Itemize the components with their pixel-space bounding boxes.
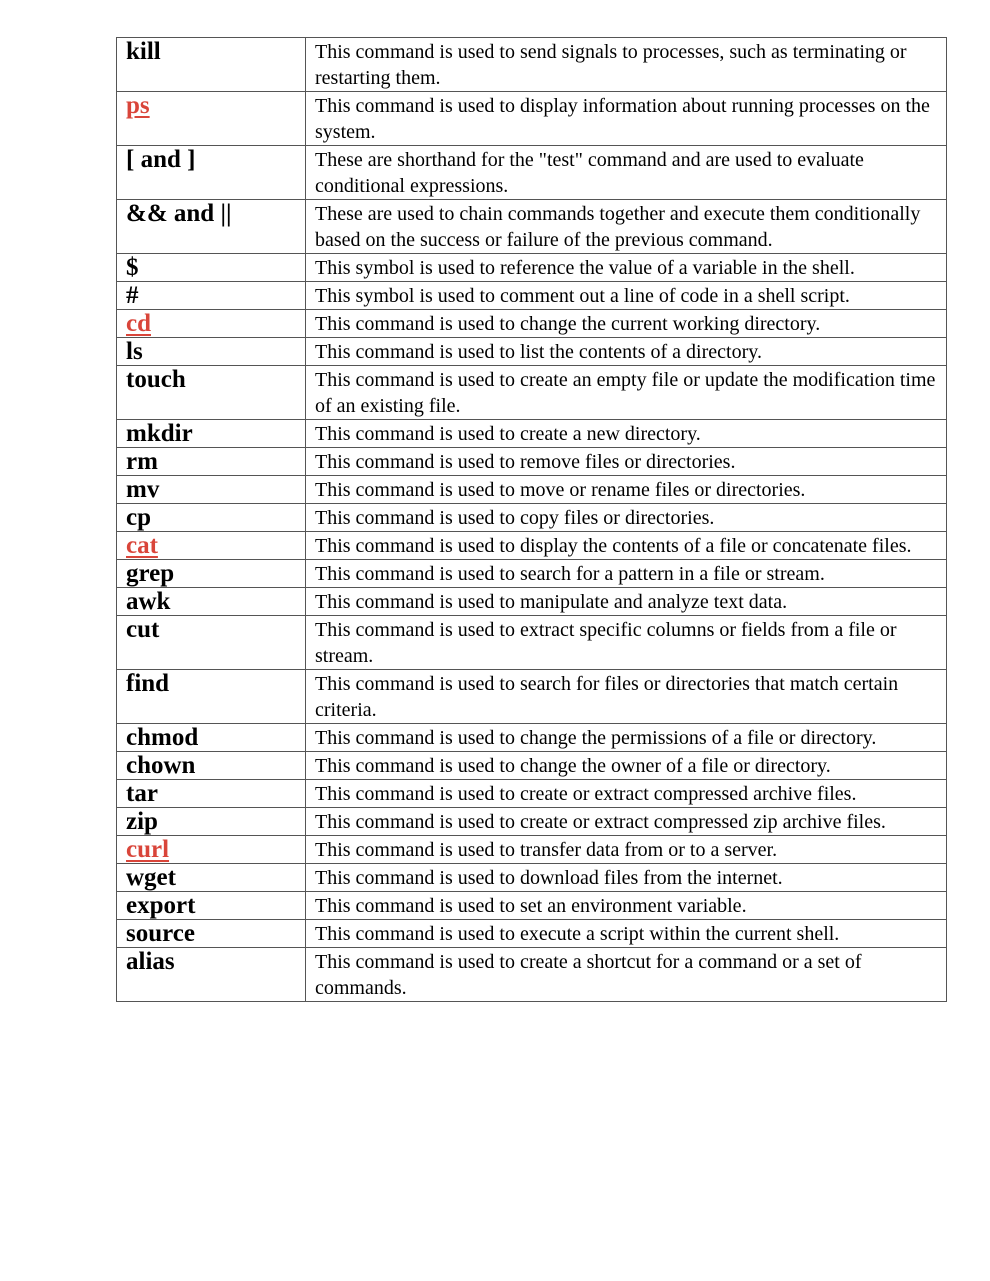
command-name: && and || (126, 200, 232, 227)
command-cell (117, 92, 306, 146)
table-row (117, 366, 947, 420)
command-description: This symbol is used to comment out a line of code in a shell script. (306, 282, 947, 310)
command-name: touch (126, 366, 186, 393)
table-row (117, 92, 947, 146)
command-cell (117, 200, 306, 254)
command-name: chmod (126, 724, 199, 751)
command-description: This command is used to display the contents of a file or concatenate files. (306, 532, 947, 560)
command-description: This command is used to create a new directory. (306, 420, 947, 448)
command-cell (117, 752, 306, 780)
table-row (117, 310, 947, 338)
command-description: These are used to chain commands together and execute them conditionally based on the success or failure of the previous command. (306, 200, 947, 254)
command-description: This command is used to change the owner of a file or directory. (306, 752, 947, 780)
command-cell (117, 420, 306, 448)
command-name: $ (126, 254, 139, 281)
command-cell (117, 864, 306, 892)
command-cell (117, 892, 306, 920)
table-row (117, 200, 947, 254)
table-row (117, 448, 947, 476)
command-description: This command is used to create a shortcut for a command or a set of commands. (306, 948, 947, 1002)
command-cell (117, 282, 306, 310)
command-name: tar (126, 780, 158, 807)
command-description: This command is used to display information about running processes on the system. (306, 92, 947, 146)
command-name: cut (126, 616, 160, 643)
table-row (117, 254, 947, 282)
command-description: This command is used to change the permissions of a file or directory. (306, 724, 947, 752)
command-name: export (126, 892, 196, 919)
table-row (117, 616, 947, 670)
command-description: This command is used to execute a script within the current shell. (306, 920, 947, 948)
table-row (117, 338, 947, 366)
command-cell (117, 920, 306, 948)
command-description: This command is used to create or extract compressed zip archive files. (306, 808, 947, 836)
command-link[interactable]: cd (126, 310, 151, 337)
document-page (116, 37, 947, 1002)
command-name: grep (126, 560, 175, 587)
command-cell (117, 588, 306, 616)
command-cell (117, 670, 306, 724)
command-name: source (126, 920, 195, 947)
command-cell (117, 724, 306, 752)
command-description: This command is used to move or rename files or directories. (306, 476, 947, 504)
command-name: # (126, 282, 139, 309)
command-cell (117, 560, 306, 588)
table-row (117, 476, 947, 504)
command-name: cp (126, 504, 151, 531)
command-description: This command is used to download files from the internet. (306, 864, 947, 892)
command-cell (117, 504, 306, 532)
command-cell (117, 146, 306, 200)
table-row (117, 560, 947, 588)
table-row (117, 948, 947, 1002)
command-cell (117, 808, 306, 836)
command-name: mv (126, 476, 160, 503)
command-name: wget (126, 864, 176, 891)
table-row (117, 920, 947, 948)
command-name: mkdir (126, 420, 193, 447)
table-row (117, 38, 947, 92)
command-cell (117, 254, 306, 282)
command-name: zip (126, 808, 158, 835)
command-description: This command is used to search for files or directories that match certain criteria. (306, 670, 947, 724)
command-description: This command is used to change the current working directory. (306, 310, 947, 338)
command-cell (117, 780, 306, 808)
command-name: rm (126, 448, 158, 475)
command-description: This command is used to search for a pattern in a file or stream. (306, 560, 947, 588)
table-row (117, 532, 947, 560)
command-cell (117, 948, 306, 1002)
command-name: find (126, 670, 170, 697)
command-name: awk (126, 588, 171, 615)
command-description: This command is used to remove files or directories. (306, 448, 947, 476)
command-link[interactable]: curl (126, 836, 170, 863)
command-description: This command is used to copy files or directories. (306, 504, 947, 532)
table-row (117, 892, 947, 920)
command-description: This command is used to send signals to processes, such as terminating or restarting them. (306, 38, 947, 92)
command-description: This command is used to create or extract compressed archive files. (306, 780, 947, 808)
command-cell (117, 836, 306, 864)
table-row (117, 420, 947, 448)
command-name: [ and ] (126, 146, 196, 173)
command-cell (117, 448, 306, 476)
command-name: ls (126, 338, 143, 365)
command-name: chown (126, 752, 196, 779)
command-description: This symbol is used to reference the value of a variable in the shell. (306, 254, 947, 282)
command-table-body (117, 38, 947, 1002)
command-name: kill (126, 38, 161, 65)
command-table (116, 37, 947, 1002)
command-cell (117, 476, 306, 504)
command-link[interactable]: ps (126, 92, 150, 119)
table-row (117, 864, 947, 892)
command-description: This command is used to extract specific columns or fields from a file or stream. (306, 616, 947, 670)
command-cell (117, 366, 306, 420)
command-description: This command is used to manipulate and analyze text data. (306, 588, 947, 616)
table-row (117, 752, 947, 780)
table-row (117, 588, 947, 616)
table-row (117, 670, 947, 724)
table-row (117, 724, 947, 752)
table-row (117, 504, 947, 532)
command-description: These are shorthand for the "test" command and are used to evaluate conditional expressions. (306, 146, 947, 200)
table-row (117, 836, 947, 864)
command-cell (117, 532, 306, 560)
command-description: This command is used to transfer data from or to a server. (306, 836, 947, 864)
table-row (117, 780, 947, 808)
table-row (117, 282, 947, 310)
command-link[interactable]: cat (126, 532, 158, 559)
command-description: This command is used to create an empty file or update the modification time of an existing file. (306, 366, 947, 420)
command-name: alias (126, 948, 175, 975)
command-cell (117, 310, 306, 338)
command-description: This command is used to set an environment variable. (306, 892, 947, 920)
table-row (117, 808, 947, 836)
table-row (117, 146, 947, 200)
command-cell (117, 616, 306, 670)
command-cell (117, 38, 306, 92)
command-description: This command is used to list the contents of a directory. (306, 338, 947, 366)
command-cell (117, 338, 306, 366)
